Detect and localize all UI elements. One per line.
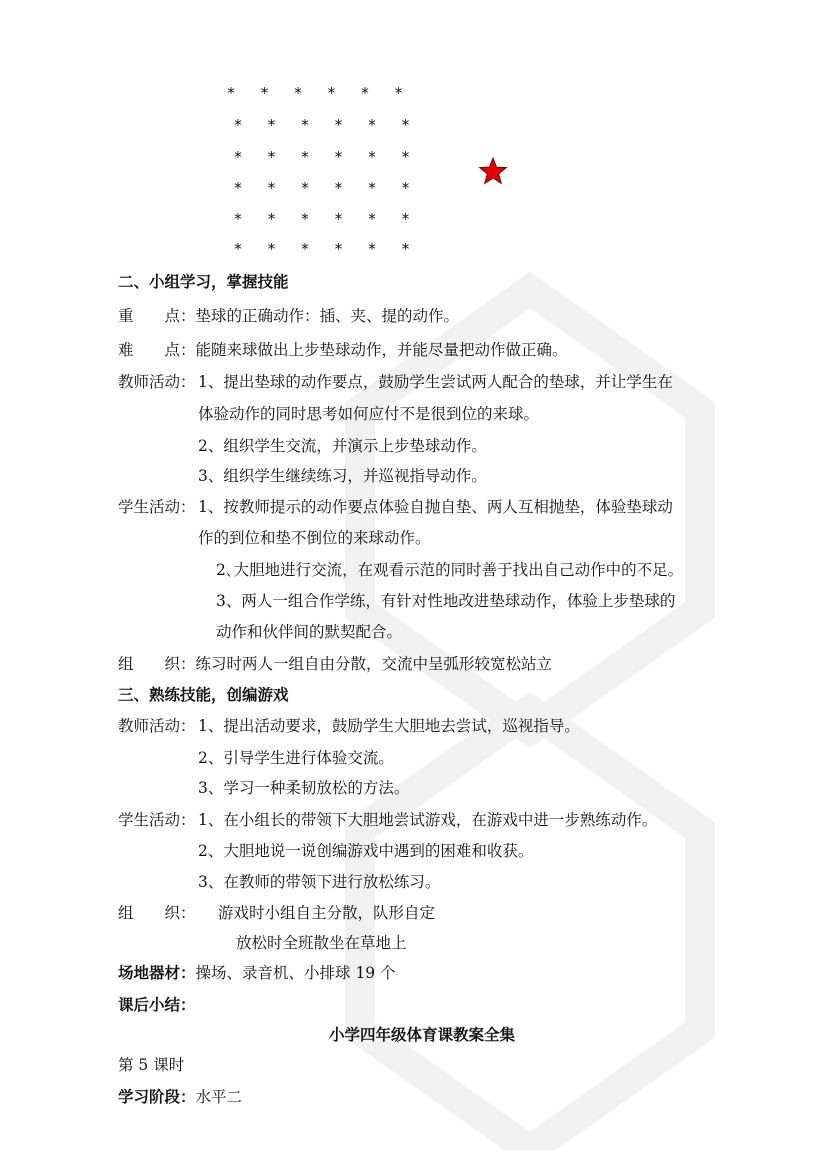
lesson-number: 第 5 课时 xyxy=(118,1056,185,1074)
formation-asterisk: * xyxy=(394,84,403,102)
difficulty-line: 难 点：能随来球做出上步垫球动作，并能尽量把动作做正确。 xyxy=(118,341,568,359)
s3-organize-1: 游戏时小组自主分散，队形自定 xyxy=(218,904,436,922)
formation-asterisk: * xyxy=(234,148,242,166)
s3-organize-2: 放松时全班散坐在草地上 xyxy=(236,934,407,952)
formation-asterisk: * xyxy=(267,179,276,197)
s3-teacher-activity-label: 教师活动： xyxy=(118,717,196,735)
s3-teacher-activity-2: 2、引导学生进行体验交流。 xyxy=(198,749,394,767)
key-point-line: 重 点：垫球的正确动作：插、夹、提的动作。 xyxy=(118,307,460,325)
learning-stage-line xyxy=(118,1087,242,1107)
teacher-activity-3: 3、组织学生继续练习，并巡视指导动作。 xyxy=(198,467,487,485)
formation-asterisk: * xyxy=(368,148,376,166)
formation-asterisk: * xyxy=(234,240,242,258)
section3-heading: 三、熟练技能，创编游戏 xyxy=(118,685,289,704)
teacher-activity-1a: 1、提出垫球的动作要点，鼓励学生尝试两人配合的垫球，并让学生在 xyxy=(198,373,673,391)
formation-asterisk: * xyxy=(334,116,343,134)
formation-asterisk: * xyxy=(334,240,343,258)
formation-asterisk: * xyxy=(368,240,376,258)
teacher-activity-1b: 体验动作的同时思考如何应付不是很到位的来球。 xyxy=(198,405,540,423)
student-activity-1a: 1、按教师提示的动作要点体验自抛自垫、两人互相抛垫，体验垫球动 xyxy=(198,498,673,516)
s3-teacher-activity-3: 3、学习一种柔韧放松的方法。 xyxy=(198,779,410,797)
s3-student-activity-label: 学生活动： xyxy=(118,811,196,829)
formation-asterisk: * xyxy=(227,84,235,102)
formation-asterisk: * xyxy=(334,179,343,197)
learning-stage-label: 学习阶段： xyxy=(118,1087,196,1106)
organize-line: 组 织：练习时两人一组自由分散，交流中呈弧形较宽松站立 xyxy=(118,655,553,673)
formation-asterisk: * xyxy=(267,210,276,228)
formation-asterisk: * xyxy=(267,240,276,258)
formation-asterisk: * xyxy=(401,179,410,197)
formation-asterisk: * xyxy=(301,148,309,166)
student-activity-1b: 作的到位和垫不倒位的来球动作。 xyxy=(198,529,431,547)
teacher-activity-label: 教师活动： xyxy=(118,373,196,391)
equipment-label: 场地器材： xyxy=(118,963,196,982)
s3-organize-label: 组 织： xyxy=(118,904,196,922)
formation-asterisk: * xyxy=(294,84,302,102)
formation-asterisk: * xyxy=(401,148,410,166)
formation-asterisk: * xyxy=(267,116,276,134)
student-activity-label: 学生活动： xyxy=(118,498,196,516)
s3-student-activity-1: 1、在小组长的带领下大胆地尝试游戏，在游戏中进一步熟练动作。 xyxy=(198,811,658,829)
equipment-line xyxy=(118,963,396,983)
student-activity-3a: 3、两人一组合作学练，有针对性地改进垫球动作，体验上步垫球的 xyxy=(216,592,676,610)
formation-asterisk: * xyxy=(327,84,336,102)
formation-asterisk: * xyxy=(401,210,410,228)
formation-asterisk: * xyxy=(334,148,343,166)
section2-heading: 二、小组学习，掌握技能 xyxy=(118,272,289,291)
s3-student-activity-3: 3、在教师的带领下进行放松练习。 xyxy=(198,873,441,891)
teacher-activity-2: 2、组织学生交流，并演示上步垫球动作。 xyxy=(198,437,487,455)
teacher-position-star-icon xyxy=(478,156,508,186)
formation-asterisk: * xyxy=(234,116,242,134)
formation-asterisk: * xyxy=(334,210,343,228)
formation-asterisk: * xyxy=(301,210,309,228)
s3-student-activity-2: 2、大胆地说一说创编游戏中遇到的困难和收获。 xyxy=(198,842,534,860)
formation-asterisk: * xyxy=(401,240,410,258)
formation-asterisk: * xyxy=(301,116,309,134)
learning-stage-value: 水平二 xyxy=(195,1088,243,1106)
formation-asterisk: * xyxy=(301,179,309,197)
formation-asterisk: * xyxy=(267,148,276,166)
formation-asterisk: * xyxy=(368,179,376,197)
formation-asterisk: * xyxy=(368,116,376,134)
student-activity-2: 2､大胆地进行交流，在观看示范的同时善于找出自己动作中的不足。 xyxy=(216,561,684,579)
next-lesson-title: 小学四年级体育课教案全集 xyxy=(329,1025,516,1044)
formation-asterisk: * xyxy=(401,116,410,134)
equipment-value: 操场、录音机、小排球 19 个 xyxy=(195,964,396,982)
formation-asterisk: * xyxy=(260,84,269,102)
formation-asterisk: * xyxy=(234,210,242,228)
formation-asterisk: * xyxy=(234,179,242,197)
s3-teacher-activity-1: 1、提出活动要求，鼓励学生大胆地去尝试，巡视指导。 xyxy=(198,717,580,735)
formation-asterisk: * xyxy=(361,84,369,102)
formation-asterisk: * xyxy=(301,240,309,258)
student-activity-3b: 动作和伙伴间的默契配合。 xyxy=(216,623,403,641)
formation-asterisk: * xyxy=(368,210,376,228)
summary-label: 课后小结： xyxy=(118,995,196,1014)
